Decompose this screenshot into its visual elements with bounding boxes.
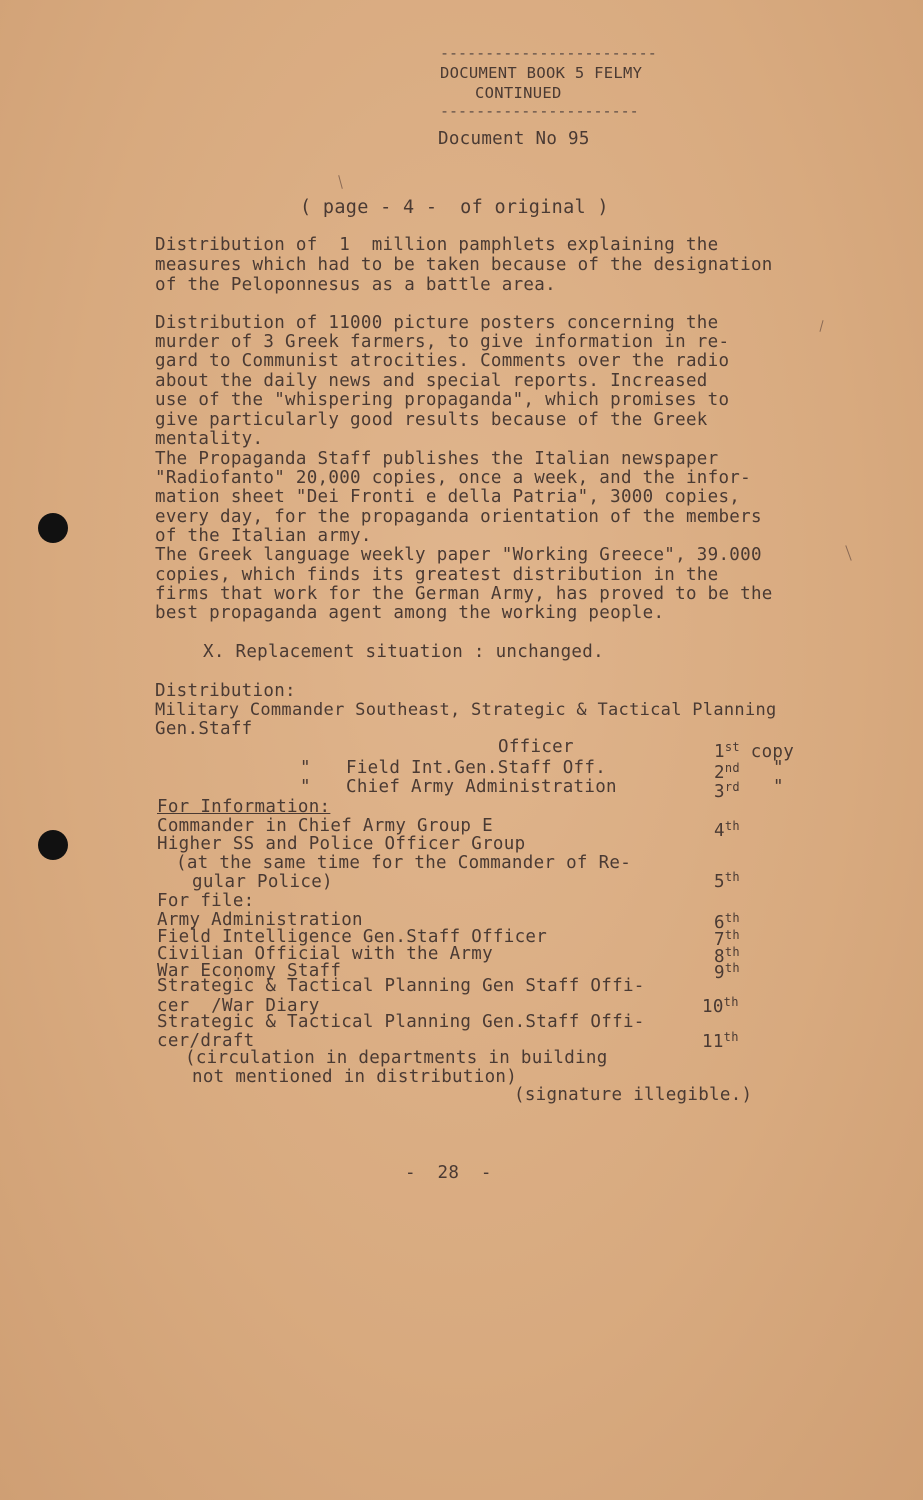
distribution-line: (at the same time for the Commander of Re- — [176, 853, 632, 873]
text-line: of the Italian army. — [155, 526, 372, 546]
page-number: - 28 - — [405, 1163, 492, 1183]
ditto-mark: " — [300, 758, 311, 778]
distribution-line: Strategic & Tactical Planning Gen Staff Offi- — [157, 976, 645, 996]
copy-number: 2nd — [714, 761, 740, 783]
copy-number: 10th — [702, 995, 739, 1017]
text-line: use of the "whispering propaganda", which promises to — [155, 390, 730, 410]
document-number: Document No 95 — [438, 129, 590, 149]
distribution-line: Civilian Official with the Army — [157, 944, 493, 964]
header-dashes-bottom: ---------------------- — [440, 102, 639, 120]
copy-number: 7th — [714, 928, 740, 950]
continued-label: CONTINUED — [475, 84, 562, 102]
text-line: copies, which finds its greatest distribution in the — [155, 565, 719, 585]
copy-number: 1st copy — [714, 740, 795, 762]
text-line: about the daily news and special reports. Increased — [155, 371, 708, 391]
copy-number: 11th — [702, 1030, 739, 1052]
copy-number: 6th — [714, 911, 740, 933]
text-line: mentality. — [155, 429, 264, 449]
distribution-heading: Distribution: — [155, 681, 296, 701]
punch-hole — [38, 830, 68, 860]
distribution-line: cer /War Diary — [157, 996, 320, 1016]
distribution-line: not mentioned in distribution) — [192, 1067, 518, 1087]
copy-number: 4th — [714, 819, 740, 841]
distribution-line: Field Int.Gen.Staff Off. — [346, 758, 607, 778]
distribution-line: Field Intelligence Gen.Staff Officer — [157, 927, 548, 947]
text-line: gard to Communist atrocities. Comments over the radio — [155, 351, 730, 371]
distribution-line: cer/draft — [157, 1031, 255, 1051]
text-line: The Propaganda Staff publishes the Italian newspaper — [155, 449, 719, 469]
copy-number: 5th — [714, 870, 740, 892]
ditto-mark: " — [773, 777, 784, 797]
replacement-situation: X. Replacement situation : unchanged. — [203, 642, 604, 662]
distribution-line: Commander in Chief Army Group E — [157, 816, 493, 836]
text-line: measures which had to be taken because of the designation — [155, 255, 773, 275]
text-line: Distribution of 11000 picture posters concerning the — [155, 313, 719, 333]
text-line: best propaganda agent among the working people. — [155, 603, 665, 623]
for-file-heading: For file: — [157, 891, 255, 911]
distribution-line: Gen.Staff — [155, 719, 253, 739]
text-line: firms that work for the German Army, has proved to be the — [155, 584, 773, 604]
distribution-line: Strategic & Tactical Planning Gen.Staff Offi- — [157, 1012, 645, 1032]
distribution-line: Higher SS and Police Officer Group — [157, 834, 526, 854]
stray-mark — [819, 320, 823, 332]
text-line: The Greek language weekly paper "Working Greece", 39.000 — [155, 545, 762, 565]
ditto-mark: " — [300, 777, 311, 797]
distribution-line: Officer — [498, 737, 574, 757]
stray-mark — [338, 175, 343, 189]
page-reference: ( page - 4 - of original ) — [300, 197, 609, 218]
signature-note: (signature illegible.) — [514, 1085, 753, 1105]
copy-number: 8th — [714, 945, 740, 967]
distribution-line: Chief Army Administration — [346, 777, 617, 797]
text-line: "Radiofanto" 20,000 copies, once a week, and the infor- — [155, 468, 751, 488]
text-line: of the Peloponnesus as a battle area. — [155, 275, 556, 295]
punch-hole — [38, 513, 68, 543]
distribution-line: Army Administration — [157, 910, 363, 930]
for-information-heading: For Information: — [157, 797, 331, 817]
distribution-line: gular Police) — [192, 872, 333, 892]
text-line: mation sheet "Dei Fronti e della Patria", 3000 copies, — [155, 487, 741, 507]
distribution-line: War Economy Staff — [157, 961, 342, 981]
copy-number: 9th — [714, 961, 740, 983]
stray-mark — [845, 545, 851, 560]
text-line: Distribution of 1 million pamphlets explaining the — [155, 235, 719, 255]
text-line: every day, for the propaganda orientation of the members — [155, 507, 762, 527]
document-book-title: DOCUMENT BOOK 5 FELMY — [440, 64, 643, 82]
distribution-line: Military Commander Southeast, Strategic & Tactical Planning — [155, 700, 777, 720]
text-line: give particularly good results because of the Greek — [155, 410, 708, 430]
distribution-line: (circulation in departments in building — [185, 1048, 608, 1068]
text-line: murder of 3 Greek farmers, to give information in re- — [155, 332, 730, 352]
copy-number: 3rd — [714, 780, 740, 802]
header-dashes-top: ------------------------ — [440, 44, 657, 62]
ditto-mark: " — [773, 758, 784, 778]
